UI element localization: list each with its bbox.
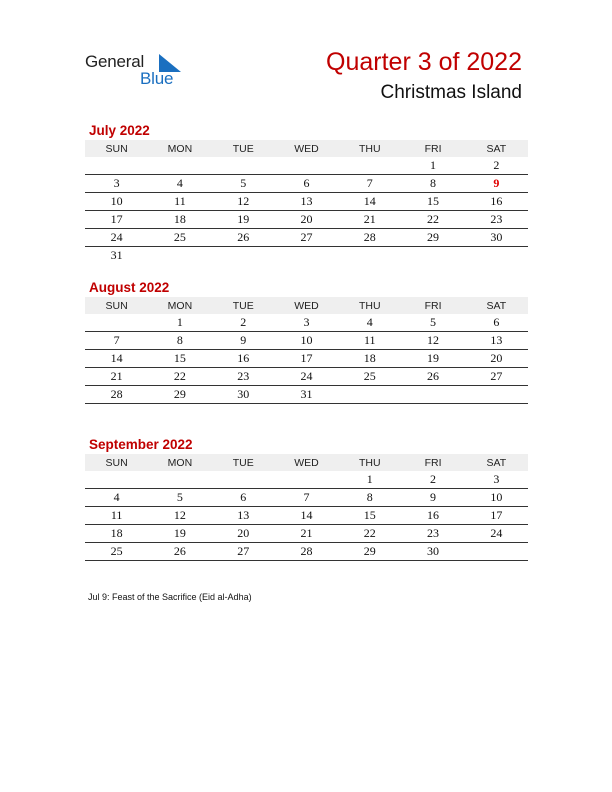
calendar-table xyxy=(85,297,528,404)
day-cell: 17 xyxy=(275,350,338,368)
week-row xyxy=(85,489,528,507)
day-cell: 4 xyxy=(338,314,401,332)
day-cell xyxy=(148,157,211,175)
day-cell: 1 xyxy=(338,471,401,489)
day-cell xyxy=(338,157,401,175)
day-cell: 2 xyxy=(401,471,464,489)
weekday-header: MON xyxy=(148,140,211,157)
day-cell: 19 xyxy=(212,211,275,229)
day-cell: 23 xyxy=(401,525,464,543)
day-cell: 12 xyxy=(212,193,275,211)
day-cell: 15 xyxy=(338,507,401,525)
week-row xyxy=(85,525,528,543)
day-cell: 8 xyxy=(401,175,464,193)
weekday-header: TUE xyxy=(212,140,275,157)
weekday-header: SUN xyxy=(85,297,148,314)
day-cell: 6 xyxy=(212,489,275,507)
day-cell xyxy=(465,247,528,265)
weekday-header: FRI xyxy=(401,140,464,157)
day-cell xyxy=(212,157,275,175)
day-cell: 25 xyxy=(85,543,148,561)
day-cell: 31 xyxy=(275,386,338,404)
day-cell: 27 xyxy=(465,368,528,386)
day-cell: 22 xyxy=(148,368,211,386)
day-cell xyxy=(275,247,338,265)
day-cell: 4 xyxy=(148,175,211,193)
day-cell: 27 xyxy=(212,543,275,561)
page-subtitle: Christmas Island xyxy=(380,82,522,103)
day-cell: 1 xyxy=(148,314,211,332)
day-cell: 17 xyxy=(465,507,528,525)
day-cell: 3 xyxy=(465,471,528,489)
week-row xyxy=(85,471,528,489)
day-cell xyxy=(212,471,275,489)
calendar-table xyxy=(85,454,528,561)
day-cell xyxy=(338,386,401,404)
weekday-header: FRI xyxy=(401,454,464,471)
day-cell: 28 xyxy=(275,543,338,561)
day-cell: 12 xyxy=(148,507,211,525)
day-cell xyxy=(148,247,211,265)
day-cell: 27 xyxy=(275,229,338,247)
day-cell: 16 xyxy=(401,507,464,525)
day-cell: 10 xyxy=(275,332,338,350)
day-cell: 5 xyxy=(148,489,211,507)
day-cell: 24 xyxy=(465,525,528,543)
day-cell: 16 xyxy=(465,193,528,211)
day-cell: 30 xyxy=(465,229,528,247)
holiday-notes xyxy=(88,592,252,602)
day-cell: 29 xyxy=(148,386,211,404)
day-cell xyxy=(275,157,338,175)
week-row xyxy=(85,247,528,265)
day-cell: 29 xyxy=(338,543,401,561)
day-cell: 7 xyxy=(338,175,401,193)
day-cell: 31 xyxy=(110,248,123,262)
day-cell: 21 xyxy=(275,525,338,543)
day-cell: 7 xyxy=(85,332,148,350)
day-cell: 20 xyxy=(212,525,275,543)
day-cell: 3 xyxy=(275,314,338,332)
day-cell: 18 xyxy=(148,211,211,229)
logo xyxy=(85,50,195,90)
day-cell: 5 xyxy=(212,175,275,193)
day-cell: 13 xyxy=(212,507,275,525)
day-cell: 9 xyxy=(465,175,528,193)
weekday-header: SAT xyxy=(465,297,528,314)
week-row xyxy=(85,332,528,350)
day-cell: 29 xyxy=(401,229,464,247)
week-row xyxy=(85,507,528,525)
day-cell: 9 xyxy=(401,489,464,507)
day-cell: 22 xyxy=(338,525,401,543)
day-cell: 18 xyxy=(85,525,148,543)
month-july xyxy=(85,122,528,264)
week-row xyxy=(85,350,528,368)
weekday-header: SAT xyxy=(465,454,528,471)
holiday-note: Jul 9: Feast of the Sacrifice (Eid al-Adha) xyxy=(88,592,252,602)
day-cell: 9 xyxy=(212,332,275,350)
day-cell: 17 xyxy=(85,211,148,229)
day-cell: 21 xyxy=(85,368,148,386)
day-cell: 2 xyxy=(465,157,528,175)
weekday-header: WED xyxy=(275,140,338,157)
day-cell: 24 xyxy=(275,368,338,386)
weekday-header: TUE xyxy=(212,454,275,471)
day-cell: 10 xyxy=(465,489,528,507)
day-cell: 5 xyxy=(401,314,464,332)
day-cell: 19 xyxy=(401,350,464,368)
day-cell: 7 xyxy=(275,489,338,507)
day-cell: 14 xyxy=(338,193,401,211)
day-cell xyxy=(401,386,464,404)
weekday-header: MON xyxy=(148,454,211,471)
day-cell xyxy=(465,386,528,404)
day-cell: 20 xyxy=(275,211,338,229)
day-cell: 2 xyxy=(212,314,275,332)
day-cell: 26 xyxy=(401,368,464,386)
day-cell: 25 xyxy=(338,368,401,386)
day-cell xyxy=(85,471,148,489)
day-cell: 28 xyxy=(338,229,401,247)
week-row xyxy=(85,314,528,332)
day-cell xyxy=(148,471,211,489)
day-cell xyxy=(85,157,148,175)
weekday-header: SUN xyxy=(85,140,148,157)
page-title: Quarter 3 of 2022 xyxy=(326,48,522,76)
month-name: July 2022 xyxy=(89,123,150,138)
day-cell: 6 xyxy=(275,175,338,193)
day-cell: 26 xyxy=(212,229,275,247)
day-cell xyxy=(212,247,275,265)
day-cell: 28 xyxy=(85,386,148,404)
weekday-header: FRI xyxy=(401,297,464,314)
week-row xyxy=(85,386,528,404)
weekday-header: THU xyxy=(338,297,401,314)
day-cell xyxy=(401,247,464,265)
day-cell: 26 xyxy=(148,543,211,561)
weekday-header: MON xyxy=(148,297,211,314)
week-row xyxy=(85,211,528,229)
day-cell xyxy=(338,247,401,265)
day-cell: 4 xyxy=(85,489,148,507)
weekday-header: THU xyxy=(338,454,401,471)
month-august xyxy=(85,279,528,404)
day-cell: 14 xyxy=(275,507,338,525)
weekday-header-row xyxy=(85,454,528,471)
week-row xyxy=(85,157,528,175)
day-cell: 11 xyxy=(148,193,211,211)
day-cell: 6 xyxy=(465,314,528,332)
week-row xyxy=(85,368,528,386)
day-cell: 14 xyxy=(85,350,148,368)
day-cell: 11 xyxy=(338,332,401,350)
day-cell: 22 xyxy=(401,211,464,229)
day-cell: 24 xyxy=(85,229,148,247)
week-row xyxy=(85,229,528,247)
weekday-header: WED xyxy=(275,297,338,314)
day-cell: 1 xyxy=(401,157,464,175)
day-cell: 15 xyxy=(401,193,464,211)
day-cell: 16 xyxy=(212,350,275,368)
weekday-header: SUN xyxy=(85,454,148,471)
weekday-header: WED xyxy=(275,454,338,471)
weekday-header-row xyxy=(85,140,528,157)
day-cell: 23 xyxy=(212,368,275,386)
week-row xyxy=(85,543,528,561)
month-name: August 2022 xyxy=(89,280,170,295)
day-cell: 20 xyxy=(465,350,528,368)
week-row xyxy=(85,175,528,193)
week-row xyxy=(85,193,528,211)
logo-general-text: General xyxy=(85,52,145,71)
day-cell: 25 xyxy=(148,229,211,247)
month-name: September 2022 xyxy=(89,437,193,452)
month-september xyxy=(85,436,528,561)
day-cell: 21 xyxy=(338,211,401,229)
day-cell: 12 xyxy=(401,332,464,350)
calendar-table xyxy=(85,140,528,264)
day-cell: 19 xyxy=(148,525,211,543)
weekday-header: THU xyxy=(338,140,401,157)
day-cell: 18 xyxy=(338,350,401,368)
day-cell: 13 xyxy=(465,332,528,350)
weekday-header-row xyxy=(85,297,528,314)
day-cell: 30 xyxy=(212,386,275,404)
day-cell: 3 xyxy=(85,175,148,193)
day-cell: 8 xyxy=(338,489,401,507)
day-cell: 10 xyxy=(85,193,148,211)
day-cell: 8 xyxy=(148,332,211,350)
day-cell: 13 xyxy=(275,193,338,211)
day-cell xyxy=(465,543,528,561)
weekday-header: SAT xyxy=(465,140,528,157)
weekday-header: TUE xyxy=(212,297,275,314)
day-cell xyxy=(275,471,338,489)
day-cell: 23 xyxy=(465,211,528,229)
day-cell: 11 xyxy=(85,507,148,525)
day-cell xyxy=(85,314,148,332)
day-cell: 30 xyxy=(401,543,464,561)
logo-blue-text: Blue xyxy=(140,69,174,88)
day-cell: 15 xyxy=(148,350,211,368)
